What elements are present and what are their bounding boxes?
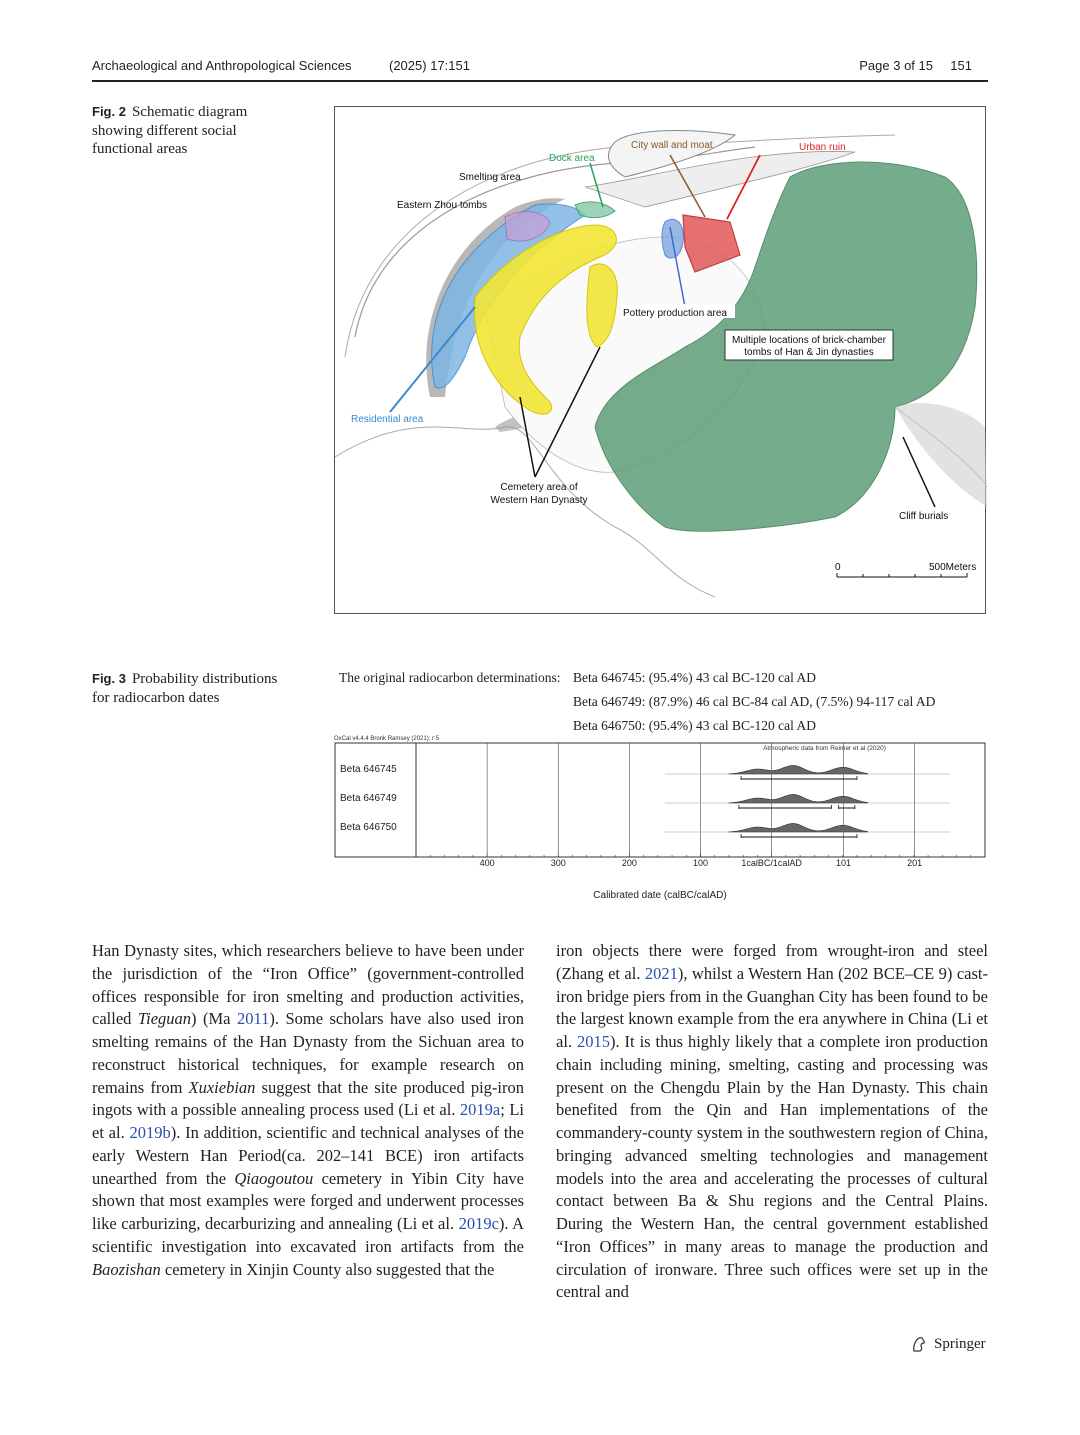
running-header [92, 58, 972, 80]
italic-term: Xuxiebian [188, 1077, 256, 1097]
italic-term: Baozishan [92, 1259, 161, 1279]
scale-bar [837, 573, 967, 577]
label-pottery: Pottery production area [623, 308, 727, 319]
text-run: suggest that the site produced pig-iron ingots with a possible annealing process used (Li et al. [92, 1077, 524, 1120]
italic-term: Qiaogoutou [234, 1168, 314, 1188]
text-run: ). Some scholars have also used iron smelting remains of the Han Dynasty from the Sichuan area to reconstruct historical techniques, for example research on remains from [92, 1009, 524, 1097]
text-run: ) (Ma [191, 1009, 237, 1029]
italic-term: Tieguan [137, 1009, 192, 1029]
tick-label: 1calBC/1calAD [741, 858, 802, 868]
atmos-note: Atmospheric data from Reimer et al (2020) [763, 745, 886, 752]
label-cemetery-1: Cemetery area of [500, 482, 578, 493]
text-run: ). In addition, scientific and technical analyses of the early Western Han Period(ca. 202–141 BCE) iron artifacts unearthed from the [92, 1123, 524, 1188]
scale-zero: 0 [835, 562, 841, 573]
text-run: ), whilst a Western Han (202 BCE–CE 9) cast-iron bridge piers from in the Guanghan City has been found to be the largest known example from the era anywhere in China (Li et al. [556, 963, 988, 1051]
text-run: Han Dynasty sites, which researchers believe to have been under the jurisdiction of the “Iron Office” (government-controlled offices responsible for iron smelting and production activities, called [92, 941, 524, 1029]
label-dock: Dock area [549, 153, 595, 164]
journal-volume: (2025) 17:151 [389, 58, 470, 73]
fig3-caption [92, 670, 292, 707]
label-city-wall: City wall and moat [631, 140, 713, 151]
x-axis-label: Calibrated date (calBC/calAD) [593, 890, 727, 901]
body-column-right [556, 940, 988, 1304]
tick-label: 400 [479, 858, 495, 868]
paragraph [92, 940, 524, 1281]
fig3-caption-text: Probability distributions for radiocarbon dates [92, 671, 278, 706]
text-run: ; Li et al. [92, 1100, 524, 1142]
label-brick-2: tombs of Han & Jin dynasties [744, 347, 874, 358]
label-cemetery-2: Western Han Dynasty [490, 495, 588, 506]
plot-frame [335, 743, 985, 857]
oxcal-chart [334, 735, 986, 910]
text-run: cemetery in Xinjin County also suggested that the [160, 1259, 495, 1279]
citation-link[interactable]: 2021 [644, 963, 678, 983]
publisher-footer [910, 1335, 986, 1353]
citation-link[interactable]: 2011 [236, 1009, 270, 1029]
label-smelting: Smelting area [459, 172, 521, 183]
fig2-label: Fig. 2 [92, 104, 126, 119]
tick-label: 201 [907, 858, 923, 868]
text-run: ). A scientific investigation into excavated iron artifacts from the [92, 1214, 525, 1256]
determination-line: Beta 646749: (87.9%) 46 cal BC-84 cal AD, (7.5%) 94-117 cal AD [573, 694, 936, 709]
determination-line: Beta 646745: (95.4%) 43 cal BC-120 cal AD [573, 670, 816, 685]
label-eastern-zhou: Eastern Zhou tombs [397, 200, 488, 211]
label-cliff: Cliff burials [899, 511, 949, 522]
label-urban-ruin: Urban ruin [799, 142, 846, 153]
fig2-caption-text: Schematic diagram showing different social functional areas [92, 104, 248, 157]
oxcal-svg [334, 735, 986, 910]
citation-link[interactable]: 2019c [458, 1214, 499, 1233]
page-indicator: Page 3 of 15 [859, 58, 933, 73]
citation-link[interactable]: 2015 [576, 1032, 610, 1051]
citation-link[interactable]: 2019b [129, 1123, 171, 1142]
fig2-caption [92, 103, 292, 159]
series-label: Beta 646745 [340, 764, 397, 775]
dock-zone [575, 202, 615, 218]
label-residential: Residential area [351, 414, 424, 425]
text-run: iron objects there were forged from wrought-iron and steel (Zhang et al. [556, 941, 988, 983]
tick-label: 101 [835, 858, 851, 868]
series-label: Beta 646749 [340, 793, 397, 804]
software-note: OxCal v4.4.4 Bronk Ramsey (2021); r:5 [334, 736, 440, 742]
paragraph [556, 940, 988, 1304]
series-label: Beta 646750 [340, 822, 397, 833]
body-column-left [92, 940, 524, 1281]
determination-line: Beta 646750: (95.4%) 43 cal BC-120 cal AD [573, 718, 816, 733]
publisher-name: Springer [934, 1335, 986, 1352]
tick-label: 300 [550, 858, 566, 868]
fig3-label: Fig. 3 [92, 671, 126, 686]
citation-link[interactable]: 2019a [459, 1100, 501, 1120]
scale-end: 500Meters [929, 562, 977, 573]
determinations-label: The original radiocarbon determinations: [339, 670, 561, 685]
cliff-zone [895, 403, 987, 507]
article-number: 151 [950, 58, 972, 73]
text-run: cemetery in Yibin City have shown that most examples were forged and underwent processes like carburizing, decarburizing and annealing (Li et al. [92, 1168, 524, 1233]
tick-label: 100 [692, 858, 709, 868]
springer-horse-icon [910, 1335, 928, 1353]
tick-label: 200 [621, 858, 637, 868]
label-brick-1: Multiple locations of brick-chamber [732, 335, 886, 346]
header-rule [92, 80, 988, 82]
journal-name: Archaeological and Anthropological Sciences [92, 58, 352, 73]
text-run: ). It is thus highly likely that a complete iron production chain including mining, smelting, casting and processing was present on the Chengdu Plain by the Han Dynasty. This chain benefited from the Qin and Han implementations of the commandery-county system in the southwestern region of China, bringing advanced smelting technologies and management models into the area and accelerating the processes of cultural contact between Ba & Shu regions and the Central Plains. During the Western Han, the central government established “Iron Offices” in many areas to manage the production and circulation of ironware. Three such offices were set up in the central and [556, 1032, 988, 1302]
fig2-map [334, 106, 986, 614]
map-svg [335, 107, 987, 615]
